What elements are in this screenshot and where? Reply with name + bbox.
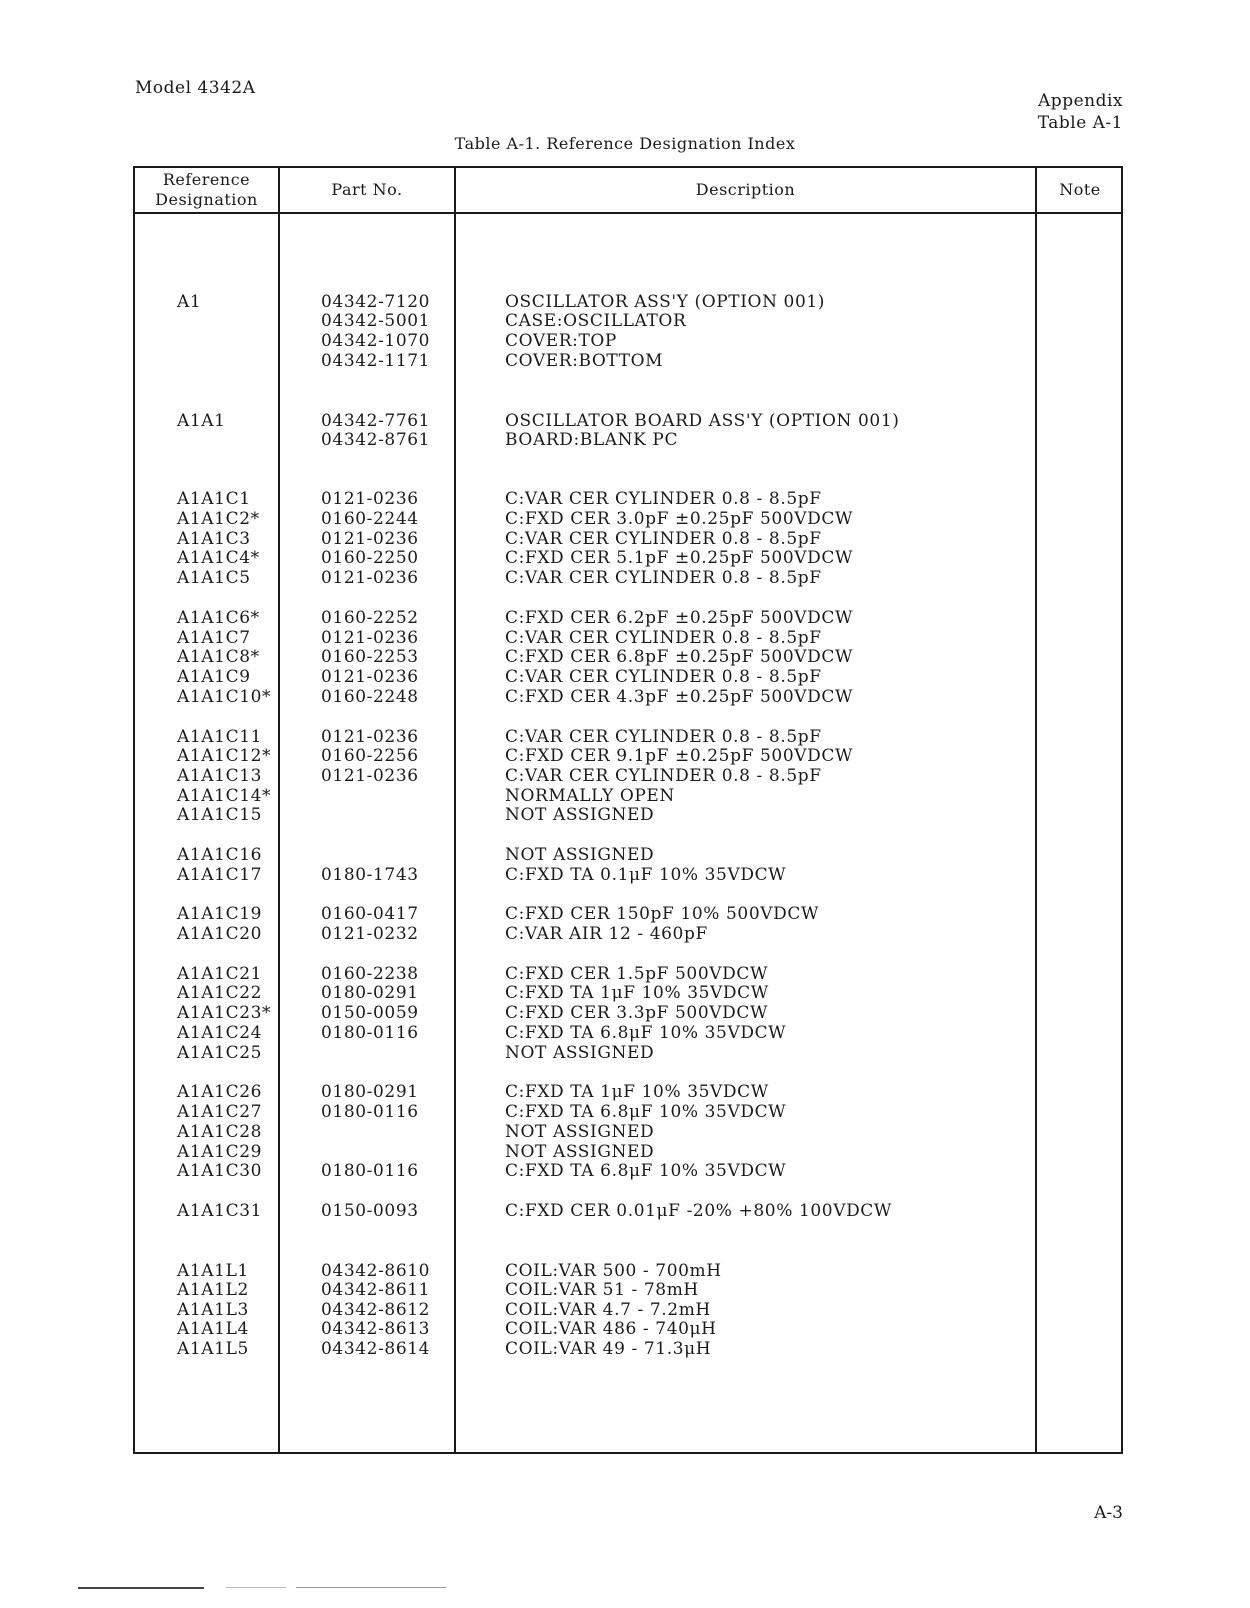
description-cell: COVER:BOTTOM <box>505 351 664 371</box>
part-number-cell: 0180-0116 <box>321 1023 419 1043</box>
description-cell: CASE:OSCILLATOR <box>505 311 687 331</box>
part-number-cell: 04342-8611 <box>321 1280 431 1300</box>
description-cell: C:FXD TA 1μF 10% 35VDCW <box>505 1082 769 1102</box>
ref-designation-cell: A1A1L4 <box>177 1319 249 1339</box>
description-cell: C:VAR CER CYLINDER 0.8 - 8.5pF <box>505 667 822 687</box>
description-cell: C:VAR AIR 12 - 460pF <box>505 924 708 944</box>
description-cell: C:VAR CER CYLINDER 0.8 - 8.5pF <box>505 568 822 588</box>
description-cell: C:FXD CER 6.8pF ±0.25pF 500VDCW <box>505 647 854 667</box>
part-number-cell: 0180-0116 <box>321 1161 419 1181</box>
description-cell: C:FXD CER 6.2pF ±0.25pF 500VDCW <box>505 608 854 628</box>
part-number-cell: 04342-8613 <box>321 1319 431 1339</box>
ref-designation-cell: A1A1C4* <box>177 548 260 568</box>
part-number-cell: 0160-2252 <box>321 608 419 628</box>
description-cell: NOT ASSIGNED <box>505 805 655 825</box>
description-cell: C:FXD CER 0.01μF -20% +80% 100VDCW <box>505 1201 892 1221</box>
part-number-cell: 0160-2238 <box>321 964 419 984</box>
part-number-cell: 04342-1171 <box>321 351 431 371</box>
reference-designation-table <box>133 166 1123 1454</box>
table-title: Table A-1. Reference Designation Index <box>454 134 796 153</box>
part-number-cell: 0180-0116 <box>321 1102 419 1122</box>
ref-designation-cell: A1A1C1 <box>177 489 251 509</box>
ref-designation-cell: A1A1L2 <box>177 1280 249 1300</box>
ref-designation-cell: A1A1L3 <box>177 1300 249 1320</box>
description-cell: C:FXD TA 1μF 10% 35VDCW <box>505 983 769 1003</box>
part-number-cell: 04342-7761 <box>321 411 431 431</box>
appendix-ref <box>1038 90 1123 134</box>
part-number-cell: 0180-0291 <box>321 983 419 1003</box>
column-header-ref-line1: Reference <box>162 170 251 189</box>
ref-designation-cell: A1A1C25 <box>177 1043 263 1063</box>
part-number-cell: 04342-8612 <box>321 1300 431 1320</box>
ref-designation-cell: A1A1C29 <box>177 1142 263 1162</box>
part-number-cell: 0160-2250 <box>321 548 419 568</box>
description-cell: NOT ASSIGNED <box>505 1043 655 1063</box>
appendix-label: Appendix <box>1038 91 1123 111</box>
description-cell: OSCILLATOR ASS'Y (OPTION 001) <box>505 292 826 312</box>
part-number-cell: 0121-0236 <box>321 766 419 786</box>
ref-designation-cell: A1A1C24 <box>177 1023 263 1043</box>
ref-designation-cell: A1A1C12* <box>177 746 272 766</box>
ref-designation-cell: A1A1C11 <box>177 727 263 747</box>
part-number-cell: 0150-0093 <box>321 1201 419 1221</box>
description-cell: C:FXD CER 5.1pF ±0.25pF 500VDCW <box>505 548 854 568</box>
ref-designation-cell: A1A1C13 <box>177 766 263 786</box>
part-number-cell: 0160-2256 <box>321 746 419 766</box>
footer-rule <box>296 1587 446 1588</box>
description-cell: COIL:VAR 51 - 78mH <box>505 1280 699 1300</box>
description-cell: COIL:VAR 4.7 - 7.2mH <box>505 1300 711 1320</box>
part-number-cell: 0160-2248 <box>321 687 419 707</box>
ref-designation-cell: A1A1C27 <box>177 1102 263 1122</box>
description-cell: C:FXD TA 6.8μF 10% 35VDCW <box>505 1102 787 1122</box>
description-cell: COIL:VAR 49 - 71.3μH <box>505 1339 712 1359</box>
part-number-cell: 0121-0236 <box>321 568 419 588</box>
ref-designation-cell: A1A1L1 <box>177 1261 249 1281</box>
ref-designation-cell: A1A1C20 <box>177 924 263 944</box>
ref-designation-cell: A1A1L5 <box>177 1339 249 1359</box>
ref-designation-cell: A1 <box>177 292 202 312</box>
table-body <box>135 168 1125 1452</box>
part-number-cell: 04342-8761 <box>321 430 431 450</box>
description-cell: C:FXD TA 6.8μF 10% 35VDCW <box>505 1161 787 1181</box>
ref-designation-cell: A1A1C9 <box>177 667 251 687</box>
column-header-description: Description <box>695 180 796 199</box>
model-label: Model 4342A <box>135 78 256 98</box>
description-cell: C:FXD TA 0.1μF 10% 35VDCW <box>505 865 787 885</box>
ref-designation-cell: A1A1C31 <box>177 1201 263 1221</box>
part-number-cell: 04342-5001 <box>321 311 431 331</box>
description-cell: C:FXD CER 150pF 10% 500VDCW <box>505 904 820 924</box>
description-cell: NOT ASSIGNED <box>505 1122 655 1142</box>
ref-designation-cell: A1A1C19 <box>177 904 263 924</box>
footer-rule <box>78 1587 204 1589</box>
part-number-cell: 0121-0232 <box>321 924 419 944</box>
part-number-cell: 0121-0236 <box>321 667 419 687</box>
description-cell: C:FXD CER 3.3pF 500VDCW <box>505 1003 769 1023</box>
description-cell: BOARD:BLANK PC <box>505 430 679 450</box>
description-cell: NORMALLY OPEN <box>505 786 675 806</box>
part-number-cell: 0160-2244 <box>321 509 419 529</box>
part-number-cell: 04342-1070 <box>321 331 431 351</box>
ref-designation-cell: A1A1C23* <box>177 1003 272 1023</box>
column-header-part-no: Part No. <box>331 180 403 199</box>
description-cell: OSCILLATOR BOARD ASS'Y (OPTION 001) <box>505 411 900 431</box>
description-cell: C:FXD CER 1.5pF 500VDCW <box>505 964 769 984</box>
description-cell: COIL:VAR 500 - 700mH <box>505 1261 722 1281</box>
description-cell: COVER:TOP <box>505 331 617 351</box>
ref-designation-cell: A1A1C3 <box>177 529 251 549</box>
part-number-cell: 04342-8610 <box>321 1261 431 1281</box>
description-cell: C:FXD CER 4.3pF ±0.25pF 500VDCW <box>505 687 854 707</box>
ref-designation-cell: A1A1 <box>177 411 226 431</box>
description-cell: COIL:VAR 486 - 740μH <box>505 1319 717 1339</box>
ref-designation-cell: A1A1C10* <box>177 687 272 707</box>
part-number-cell: 0150-0059 <box>321 1003 419 1023</box>
part-number-cell: 04342-8614 <box>321 1339 431 1359</box>
ref-designation-cell: A1A1C22 <box>177 983 263 1003</box>
ref-designation-cell: A1A1C6* <box>177 608 260 628</box>
ref-designation-cell: A1A1C30 <box>177 1161 263 1181</box>
description-cell: NOT ASSIGNED <box>505 845 655 865</box>
ref-designation-cell: A1A1C15 <box>177 805 263 825</box>
ref-designation-cell: A1A1C2* <box>177 509 260 529</box>
column-header-note: Note <box>1059 180 1101 199</box>
part-number-cell: 0121-0236 <box>321 628 419 648</box>
description-cell: C:FXD CER 3.0pF ±0.25pF 500VDCW <box>505 509 854 529</box>
ref-designation-cell: A1A1C16 <box>177 845 263 865</box>
description-cell: C:FXD TA 6.8μF 10% 35VDCW <box>505 1023 787 1043</box>
description-cell: NOT ASSIGNED <box>505 1142 655 1162</box>
ref-designation-cell: A1A1C21 <box>177 964 263 984</box>
description-cell: C:FXD CER 9.1pF ±0.25pF 500VDCW <box>505 746 854 766</box>
description-cell: C:VAR CER CYLINDER 0.8 - 8.5pF <box>505 766 822 786</box>
description-cell: C:VAR CER CYLINDER 0.8 - 8.5pF <box>505 727 822 747</box>
description-cell: C:VAR CER CYLINDER 0.8 - 8.5pF <box>505 489 822 509</box>
column-header-ref-line2: Designation <box>155 190 258 209</box>
ref-designation-cell: A1A1C14* <box>177 786 272 806</box>
part-number-cell: 0160-0417 <box>321 904 419 924</box>
ref-designation-cell: A1A1C8* <box>177 647 260 667</box>
description-cell: C:VAR CER CYLINDER 0.8 - 8.5pF <box>505 628 822 648</box>
ref-designation-cell: A1A1C17 <box>177 865 263 885</box>
ref-designation-cell: A1A1C26 <box>177 1082 263 1102</box>
ref-designation-cell: A1A1C7 <box>177 628 251 648</box>
part-number-cell: 0121-0236 <box>321 727 419 747</box>
ref-designation-cell: A1A1C5 <box>177 568 251 588</box>
part-number-cell: 0121-0236 <box>321 489 419 509</box>
description-cell: C:VAR CER CYLINDER 0.8 - 8.5pF <box>505 529 822 549</box>
part-number-cell: 0180-1743 <box>321 865 419 885</box>
page-number: A-3 <box>1094 1503 1123 1523</box>
part-number-cell: 0121-0236 <box>321 529 419 549</box>
table-ref-label: Table A-1 <box>1037 113 1123 133</box>
part-number-cell: 0180-0291 <box>321 1082 419 1102</box>
ref-designation-cell: A1A1C28 <box>177 1122 263 1142</box>
footer-rule <box>226 1587 286 1588</box>
part-number-cell: 04342-7120 <box>321 292 431 312</box>
part-number-cell: 0160-2253 <box>321 647 419 667</box>
